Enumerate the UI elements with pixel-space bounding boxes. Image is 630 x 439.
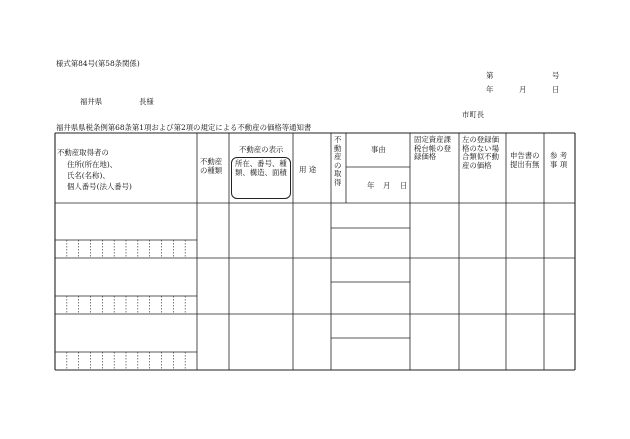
date-day: 日 <box>552 85 560 94</box>
issuer: 市町長 <box>462 110 485 119</box>
document-title: 福井県県税条例第68条第1項および第2項の規定による不動産の価格等通知書 <box>56 123 312 132</box>
header-acquirer-line-1: 不動産取得者の <box>57 148 109 157</box>
header-display-detail: 所在、番号、種類、構造、面積 <box>235 159 287 177</box>
addressee-office: 福井県 <box>80 97 103 106</box>
header-similar-property-price: 左の登録価格のない場合類似不動産の価格 <box>462 135 499 170</box>
header-report-presence: 申告書の提出有無 <box>510 151 540 169</box>
header-display-title: 不動産の表示 <box>239 145 284 154</box>
number-prefix: 第 <box>486 71 494 80</box>
header-acq-month: 月 <box>383 181 391 190</box>
number-suffix: 号 <box>552 71 560 80</box>
header-acquisition: 不動産の取得 <box>334 135 342 187</box>
header-acq-year: 年 <box>367 181 375 190</box>
header-acquirer-line-3: 氏名(名称)、 <box>67 171 110 180</box>
date-year: 年 <box>486 85 494 94</box>
header-property-type: 不動産の種類 <box>200 157 223 175</box>
header-reason: 事由 <box>371 145 386 154</box>
header-acquirer-line-2: 住所(所在地)、 <box>67 160 118 169</box>
header-remarks: 参 考 事 項 <box>550 151 568 169</box>
form-number: 様式第84号(第58条関係) <box>56 59 140 68</box>
header-fixed-asset-price: 固定資産課税台帳の登録価格 <box>414 135 451 162</box>
header-use: 用 途 <box>299 165 317 174</box>
header-acq-day: 日 <box>400 181 408 190</box>
addressee-title: 長様 <box>139 97 154 106</box>
header-acquirer-line-4: 個人番号(法人番号) <box>67 182 132 191</box>
date-month: 月 <box>519 85 527 94</box>
